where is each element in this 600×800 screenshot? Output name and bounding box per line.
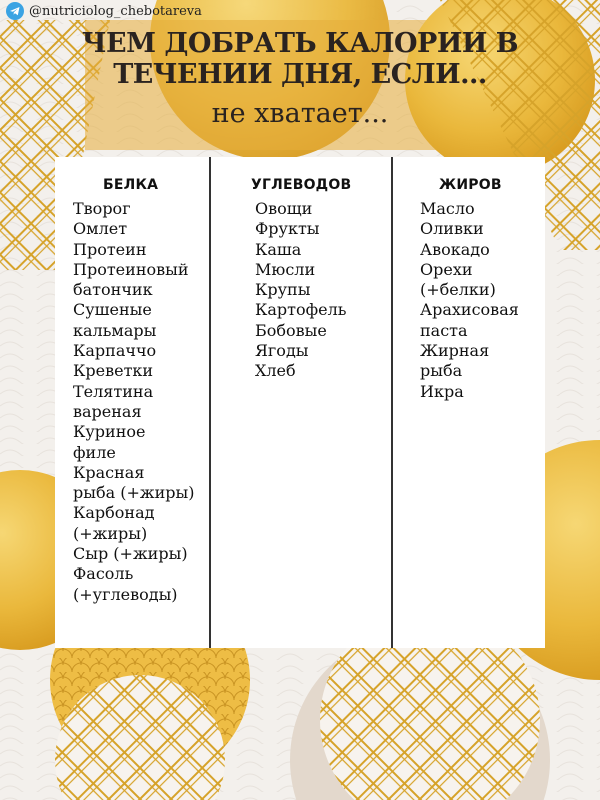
list-item: Карпаччо xyxy=(73,341,157,361)
list-item: Творог xyxy=(73,199,131,218)
list-item: Ягоды xyxy=(255,341,309,361)
list-item: Куриное xyxy=(73,422,146,442)
list-item: Телятина xyxy=(73,381,154,401)
list-item: Сыр (+жиры) xyxy=(73,544,188,564)
list-item: филе xyxy=(73,442,116,462)
list-item: Овощи xyxy=(255,199,313,218)
list-item: (+углеводы) xyxy=(73,584,178,604)
list-item: Хлеб xyxy=(255,361,296,381)
list-item: кальмары xyxy=(73,320,157,340)
food-table xyxy=(55,157,545,648)
title-line-2: ТЕЧЕНИИ ДНЯ, ЕСЛИ... xyxy=(113,59,487,90)
list-item: паста xyxy=(420,320,468,340)
list-item: Протеин xyxy=(73,239,147,259)
list-item: Оливки xyxy=(420,219,484,239)
list-item: Сушеные xyxy=(73,300,152,320)
carbs-list xyxy=(255,199,391,382)
fats-column-header: ЖИРОВ xyxy=(439,177,502,193)
page-title xyxy=(80,28,520,90)
list-item: Бобовые xyxy=(255,320,327,340)
page-subtitle: не хватает... xyxy=(211,98,389,129)
list-item: Арахисовая xyxy=(420,300,519,320)
column-divider xyxy=(391,157,393,648)
list-item: Жирная xyxy=(420,341,490,361)
list-item: Икра xyxy=(420,381,464,401)
title-line-1: ЧЕМ ДОБРАТЬ КАЛОРИИ В xyxy=(81,28,519,59)
list-item: рыба (+жиры) xyxy=(73,483,195,503)
list-item: Мюсли xyxy=(255,259,316,279)
column-divider xyxy=(209,157,211,648)
telegram-icon xyxy=(6,2,24,20)
list-item: Карбонад xyxy=(73,503,155,523)
list-item: вареная xyxy=(73,401,142,421)
list-item: Фрукты xyxy=(255,219,320,239)
list-item: Орехи xyxy=(420,259,473,279)
protein-column xyxy=(73,177,203,605)
carbs-column xyxy=(251,177,391,382)
protein-list xyxy=(73,199,203,605)
list-item: Фасоль xyxy=(73,564,134,584)
channel-handle xyxy=(6,2,202,20)
list-item: Авокадо xyxy=(420,239,490,259)
list-item: Креветки xyxy=(73,361,154,381)
fats-column xyxy=(420,177,540,402)
list-item: Крупы xyxy=(255,280,311,300)
list-item: Картофель xyxy=(255,300,347,320)
handle-text: @nutriciolog_chebotareva xyxy=(29,3,202,19)
list-item: Масло xyxy=(420,199,475,218)
list-item: Омлет xyxy=(73,219,128,239)
carbs-column-header: УГЛЕВОДОВ xyxy=(251,177,352,193)
list-item: Каша xyxy=(255,239,302,259)
list-item: (+жиры) xyxy=(73,523,148,543)
protein-column-header: БЕЛКА xyxy=(103,177,159,193)
list-item: (+белки) xyxy=(420,280,496,300)
list-item: рыба xyxy=(420,361,463,381)
list-item: Протеиновый xyxy=(73,259,189,279)
list-item: Красная xyxy=(73,462,145,482)
list-item: батончик xyxy=(73,280,153,300)
fats-list xyxy=(420,199,540,402)
